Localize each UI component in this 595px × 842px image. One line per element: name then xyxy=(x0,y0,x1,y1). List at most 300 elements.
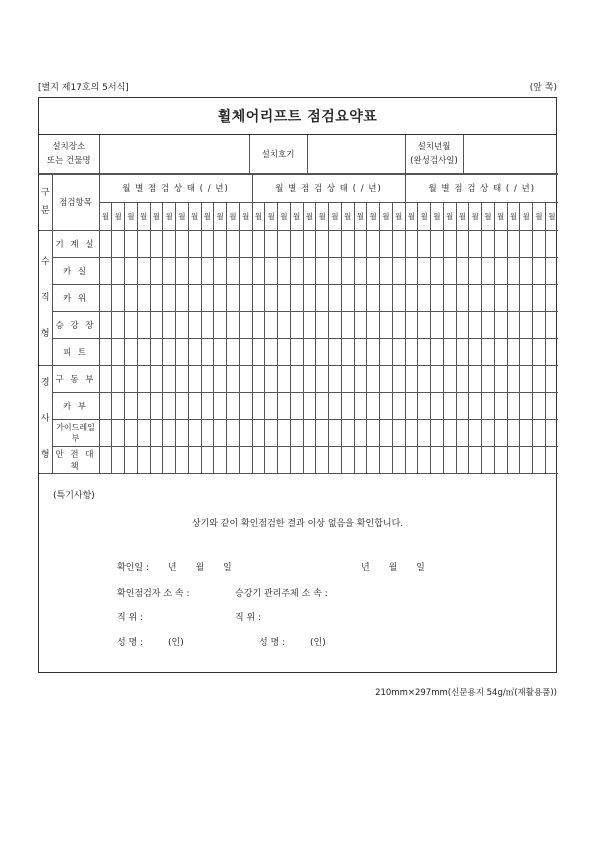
status-cell[interactable] xyxy=(137,257,150,284)
status-cell[interactable] xyxy=(163,284,176,311)
status-cell[interactable] xyxy=(380,338,393,365)
status-cell[interactable] xyxy=(265,392,278,419)
status-cell[interactable] xyxy=(278,257,291,284)
status-cell[interactable] xyxy=(290,446,303,473)
status-cell[interactable] xyxy=(456,446,469,473)
status-cell[interactable] xyxy=(507,392,520,419)
status-cell[interactable] xyxy=(494,392,507,419)
status-cell[interactable] xyxy=(316,446,329,473)
status-cell[interactable] xyxy=(188,365,201,392)
status-cell[interactable] xyxy=(99,284,112,311)
status-cell[interactable] xyxy=(278,284,291,311)
status-cell[interactable] xyxy=(316,284,329,311)
status-cell[interactable] xyxy=(265,257,278,284)
status-cell[interactable] xyxy=(418,446,431,473)
status-cell[interactable] xyxy=(278,365,291,392)
status-cell[interactable] xyxy=(354,257,367,284)
status-cell[interactable] xyxy=(239,257,252,284)
status-cell[interactable] xyxy=(112,338,125,365)
status-cell[interactable] xyxy=(418,311,431,338)
status-cell[interactable] xyxy=(380,311,393,338)
status-cell[interactable] xyxy=(533,392,546,419)
status-cell[interactable] xyxy=(354,230,367,257)
status-cell[interactable] xyxy=(392,392,405,419)
status-cell[interactable] xyxy=(303,230,316,257)
status-cell[interactable] xyxy=(469,284,482,311)
status-cell[interactable] xyxy=(329,419,342,446)
status-cell[interactable] xyxy=(456,419,469,446)
status-cell[interactable] xyxy=(188,257,201,284)
status-cell[interactable] xyxy=(533,446,546,473)
status-cell[interactable] xyxy=(112,419,125,446)
status-cell[interactable] xyxy=(290,365,303,392)
status-cell[interactable] xyxy=(214,338,227,365)
status-cell[interactable] xyxy=(150,338,163,365)
status-cell[interactable] xyxy=(456,230,469,257)
status-cell[interactable] xyxy=(545,446,558,473)
status-cell[interactable] xyxy=(303,392,316,419)
status-cell[interactable] xyxy=(150,365,163,392)
status-cell[interactable] xyxy=(176,230,189,257)
status-cell[interactable] xyxy=(239,230,252,257)
status-cell[interactable] xyxy=(99,257,112,284)
status-cell[interactable] xyxy=(239,365,252,392)
status-cell[interactable] xyxy=(252,311,265,338)
status-cell[interactable] xyxy=(201,230,214,257)
status-cell[interactable] xyxy=(163,365,176,392)
status-cell[interactable] xyxy=(290,311,303,338)
status-cell[interactable] xyxy=(545,257,558,284)
status-cell[interactable] xyxy=(137,311,150,338)
status-cell[interactable] xyxy=(367,338,380,365)
status-cell[interactable] xyxy=(316,257,329,284)
status-cell[interactable] xyxy=(137,284,150,311)
status-cell[interactable] xyxy=(278,311,291,338)
status-cell[interactable] xyxy=(112,230,125,257)
status-cell[interactable] xyxy=(150,446,163,473)
status-cell[interactable] xyxy=(137,392,150,419)
status-cell[interactable] xyxy=(252,365,265,392)
status-cell[interactable] xyxy=(354,338,367,365)
status-cell[interactable] xyxy=(303,257,316,284)
status-cell[interactable] xyxy=(227,365,240,392)
status-cell[interactable] xyxy=(494,257,507,284)
status-cell[interactable] xyxy=(137,365,150,392)
status-cell[interactable] xyxy=(278,230,291,257)
status-cell[interactable] xyxy=(112,257,125,284)
status-cell[interactable] xyxy=(239,311,252,338)
status-cell[interactable] xyxy=(278,338,291,365)
status-cell[interactable] xyxy=(469,338,482,365)
status-cell[interactable] xyxy=(418,230,431,257)
status-cell[interactable] xyxy=(214,392,227,419)
status-cell[interactable] xyxy=(214,311,227,338)
status-cell[interactable] xyxy=(533,257,546,284)
status-cell[interactable] xyxy=(367,257,380,284)
status-cell[interactable] xyxy=(290,257,303,284)
status-cell[interactable] xyxy=(392,446,405,473)
status-cell[interactable] xyxy=(507,419,520,446)
status-cell[interactable] xyxy=(456,365,469,392)
status-cell[interactable] xyxy=(303,419,316,446)
status-cell[interactable] xyxy=(329,446,342,473)
status-cell[interactable] xyxy=(303,365,316,392)
status-cell[interactable] xyxy=(125,257,138,284)
status-cell[interactable] xyxy=(201,419,214,446)
status-cell[interactable] xyxy=(290,419,303,446)
status-cell[interactable] xyxy=(201,446,214,473)
status-cell[interactable] xyxy=(405,446,418,473)
status-cell[interactable] xyxy=(520,365,533,392)
status-cell[interactable] xyxy=(201,257,214,284)
status-cell[interactable] xyxy=(188,419,201,446)
status-cell[interactable] xyxy=(392,338,405,365)
status-cell[interactable] xyxy=(482,365,495,392)
status-cell[interactable] xyxy=(392,365,405,392)
location-field[interactable] xyxy=(99,135,249,173)
status-cell[interactable] xyxy=(290,338,303,365)
status-cell[interactable] xyxy=(380,257,393,284)
status-cell[interactable] xyxy=(201,392,214,419)
status-cell[interactable] xyxy=(99,230,112,257)
status-cell[interactable] xyxy=(507,284,520,311)
status-cell[interactable] xyxy=(329,338,342,365)
status-cell[interactable] xyxy=(99,419,112,446)
status-cell[interactable] xyxy=(482,392,495,419)
status-cell[interactable] xyxy=(431,338,444,365)
status-cell[interactable] xyxy=(265,419,278,446)
status-cell[interactable] xyxy=(150,311,163,338)
status-cell[interactable] xyxy=(163,419,176,446)
status-cell[interactable] xyxy=(99,392,112,419)
status-cell[interactable] xyxy=(431,230,444,257)
status-cell[interactable] xyxy=(214,419,227,446)
status-cell[interactable] xyxy=(252,230,265,257)
status-cell[interactable] xyxy=(354,446,367,473)
status-cell[interactable] xyxy=(163,446,176,473)
status-cell[interactable] xyxy=(533,311,546,338)
status-cell[interactable] xyxy=(520,311,533,338)
status-cell[interactable] xyxy=(367,446,380,473)
status-cell[interactable] xyxy=(469,365,482,392)
status-cell[interactable] xyxy=(392,284,405,311)
status-cell[interactable] xyxy=(380,392,393,419)
status-cell[interactable] xyxy=(188,446,201,473)
status-cell[interactable] xyxy=(405,230,418,257)
status-cell[interactable] xyxy=(482,446,495,473)
status-cell[interactable] xyxy=(176,392,189,419)
status-cell[interactable] xyxy=(163,230,176,257)
status-cell[interactable] xyxy=(341,257,354,284)
status-cell[interactable] xyxy=(380,419,393,446)
status-cell[interactable] xyxy=(99,338,112,365)
status-cell[interactable] xyxy=(418,284,431,311)
status-cell[interactable] xyxy=(99,365,112,392)
status-cell[interactable] xyxy=(392,419,405,446)
status-cell[interactable] xyxy=(469,257,482,284)
status-cell[interactable] xyxy=(252,419,265,446)
status-cell[interactable] xyxy=(201,284,214,311)
status-cell[interactable] xyxy=(469,419,482,446)
status-cell[interactable] xyxy=(252,446,265,473)
status-cell[interactable] xyxy=(112,284,125,311)
status-cell[interactable] xyxy=(150,419,163,446)
status-cell[interactable] xyxy=(482,230,495,257)
status-cell[interactable] xyxy=(137,230,150,257)
status-cell[interactable] xyxy=(405,257,418,284)
status-cell[interactable] xyxy=(227,446,240,473)
status-cell[interactable] xyxy=(456,311,469,338)
status-cell[interactable] xyxy=(252,257,265,284)
status-cell[interactable] xyxy=(545,392,558,419)
status-cell[interactable] xyxy=(125,311,138,338)
status-cell[interactable] xyxy=(125,392,138,419)
status-cell[interactable] xyxy=(494,230,507,257)
status-cell[interactable] xyxy=(303,446,316,473)
status-cell[interactable] xyxy=(303,338,316,365)
status-cell[interactable] xyxy=(533,284,546,311)
status-cell[interactable] xyxy=(405,392,418,419)
status-cell[interactable] xyxy=(507,311,520,338)
status-cell[interactable] xyxy=(290,284,303,311)
status-cell[interactable] xyxy=(290,230,303,257)
status-cell[interactable] xyxy=(341,284,354,311)
status-cell[interactable] xyxy=(227,338,240,365)
status-cell[interactable] xyxy=(329,365,342,392)
status-cell[interactable] xyxy=(176,446,189,473)
status-cell[interactable] xyxy=(227,257,240,284)
status-cell[interactable] xyxy=(431,311,444,338)
status-cell[interactable] xyxy=(443,230,456,257)
status-cell[interactable] xyxy=(341,311,354,338)
status-cell[interactable] xyxy=(265,230,278,257)
status-cell[interactable] xyxy=(125,419,138,446)
status-cell[interactable] xyxy=(163,311,176,338)
install-no-field[interactable] xyxy=(307,135,405,173)
status-cell[interactable] xyxy=(443,284,456,311)
status-cell[interactable] xyxy=(137,446,150,473)
status-cell[interactable] xyxy=(341,446,354,473)
status-cell[interactable] xyxy=(443,446,456,473)
status-cell[interactable] xyxy=(265,338,278,365)
status-cell[interactable] xyxy=(418,392,431,419)
status-cell[interactable] xyxy=(354,419,367,446)
status-cell[interactable] xyxy=(125,284,138,311)
status-cell[interactable] xyxy=(150,284,163,311)
status-cell[interactable] xyxy=(125,365,138,392)
status-cell[interactable] xyxy=(341,338,354,365)
status-cell[interactable] xyxy=(188,311,201,338)
status-cell[interactable] xyxy=(227,419,240,446)
status-cell[interactable] xyxy=(494,338,507,365)
status-cell[interactable] xyxy=(367,311,380,338)
status-cell[interactable] xyxy=(443,419,456,446)
status-cell[interactable] xyxy=(214,230,227,257)
status-cell[interactable] xyxy=(545,284,558,311)
status-cell[interactable] xyxy=(418,338,431,365)
status-cell[interactable] xyxy=(214,284,227,311)
status-cell[interactable] xyxy=(520,338,533,365)
status-cell[interactable] xyxy=(341,392,354,419)
status-cell[interactable] xyxy=(265,284,278,311)
status-cell[interactable] xyxy=(443,257,456,284)
status-cell[interactable] xyxy=(316,338,329,365)
status-cell[interactable] xyxy=(431,446,444,473)
status-cell[interactable] xyxy=(188,230,201,257)
status-cell[interactable] xyxy=(316,365,329,392)
status-cell[interactable] xyxy=(456,392,469,419)
status-cell[interactable] xyxy=(354,311,367,338)
status-cell[interactable] xyxy=(456,257,469,284)
status-cell[interactable] xyxy=(405,419,418,446)
status-cell[interactable] xyxy=(367,392,380,419)
status-cell[interactable] xyxy=(533,230,546,257)
status-cell[interactable] xyxy=(418,365,431,392)
status-cell[interactable] xyxy=(265,446,278,473)
status-cell[interactable] xyxy=(533,338,546,365)
status-cell[interactable] xyxy=(354,392,367,419)
status-cell[interactable] xyxy=(469,311,482,338)
status-cell[interactable] xyxy=(188,338,201,365)
status-cell[interactable] xyxy=(545,365,558,392)
status-cell[interactable] xyxy=(507,365,520,392)
status-cell[interactable] xyxy=(494,365,507,392)
status-cell[interactable] xyxy=(507,338,520,365)
status-cell[interactable] xyxy=(469,230,482,257)
status-cell[interactable] xyxy=(405,284,418,311)
status-cell[interactable] xyxy=(188,392,201,419)
status-cell[interactable] xyxy=(545,338,558,365)
status-cell[interactable] xyxy=(431,365,444,392)
status-cell[interactable] xyxy=(176,311,189,338)
status-cell[interactable] xyxy=(367,230,380,257)
status-cell[interactable] xyxy=(125,338,138,365)
status-cell[interactable] xyxy=(545,419,558,446)
status-cell[interactable] xyxy=(354,365,367,392)
status-cell[interactable] xyxy=(405,338,418,365)
status-cell[interactable] xyxy=(545,311,558,338)
status-cell[interactable] xyxy=(150,257,163,284)
status-cell[interactable] xyxy=(507,257,520,284)
status-cell[interactable] xyxy=(520,230,533,257)
status-cell[interactable] xyxy=(265,311,278,338)
status-cell[interactable] xyxy=(418,257,431,284)
status-cell[interactable] xyxy=(239,338,252,365)
status-cell[interactable] xyxy=(99,311,112,338)
status-cell[interactable] xyxy=(520,446,533,473)
status-cell[interactable] xyxy=(367,365,380,392)
status-cell[interactable] xyxy=(507,230,520,257)
status-cell[interactable] xyxy=(176,284,189,311)
status-cell[interactable] xyxy=(316,419,329,446)
status-cell[interactable] xyxy=(380,230,393,257)
status-cell[interactable] xyxy=(239,392,252,419)
status-cell[interactable] xyxy=(252,392,265,419)
status-cell[interactable] xyxy=(380,446,393,473)
status-cell[interactable] xyxy=(137,419,150,446)
status-cell[interactable] xyxy=(443,365,456,392)
status-cell[interactable] xyxy=(482,419,495,446)
status-cell[interactable] xyxy=(227,392,240,419)
status-cell[interactable] xyxy=(227,230,240,257)
status-cell[interactable] xyxy=(176,365,189,392)
status-cell[interactable] xyxy=(341,230,354,257)
status-cell[interactable] xyxy=(418,419,431,446)
status-cell[interactable] xyxy=(456,284,469,311)
status-cell[interactable] xyxy=(125,446,138,473)
status-cell[interactable] xyxy=(469,446,482,473)
status-cell[interactable] xyxy=(341,419,354,446)
status-cell[interactable] xyxy=(405,311,418,338)
status-cell[interactable] xyxy=(507,446,520,473)
status-cell[interactable] xyxy=(112,446,125,473)
status-cell[interactable] xyxy=(227,284,240,311)
install-date-field[interactable] xyxy=(463,135,558,173)
status-cell[interactable] xyxy=(431,257,444,284)
status-cell[interactable] xyxy=(392,311,405,338)
status-cell[interactable] xyxy=(150,392,163,419)
status-cell[interactable] xyxy=(176,419,189,446)
status-cell[interactable] xyxy=(112,311,125,338)
status-cell[interactable] xyxy=(443,311,456,338)
status-cell[interactable] xyxy=(252,338,265,365)
status-cell[interactable] xyxy=(494,284,507,311)
status-cell[interactable] xyxy=(227,311,240,338)
status-cell[interactable] xyxy=(112,365,125,392)
status-cell[interactable] xyxy=(380,284,393,311)
status-cell[interactable] xyxy=(329,284,342,311)
status-cell[interactable] xyxy=(482,338,495,365)
status-cell[interactable] xyxy=(329,311,342,338)
status-cell[interactable] xyxy=(201,311,214,338)
status-cell[interactable] xyxy=(431,284,444,311)
status-cell[interactable] xyxy=(112,392,125,419)
status-cell[interactable] xyxy=(482,257,495,284)
status-cell[interactable] xyxy=(329,257,342,284)
status-cell[interactable] xyxy=(239,284,252,311)
status-cell[interactable] xyxy=(163,338,176,365)
status-cell[interactable] xyxy=(99,446,112,473)
status-cell[interactable] xyxy=(278,419,291,446)
status-cell[interactable] xyxy=(380,365,393,392)
status-cell[interactable] xyxy=(150,230,163,257)
status-cell[interactable] xyxy=(316,311,329,338)
status-cell[interactable] xyxy=(520,392,533,419)
status-cell[interactable] xyxy=(188,284,201,311)
status-cell[interactable] xyxy=(431,419,444,446)
status-cell[interactable] xyxy=(214,257,227,284)
status-cell[interactable] xyxy=(431,392,444,419)
status-cell[interactable] xyxy=(278,392,291,419)
status-cell[interactable] xyxy=(443,392,456,419)
status-cell[interactable] xyxy=(482,284,495,311)
status-cell[interactable] xyxy=(482,311,495,338)
status-cell[interactable] xyxy=(201,338,214,365)
status-cell[interactable] xyxy=(265,365,278,392)
status-cell[interactable] xyxy=(545,230,558,257)
status-cell[interactable] xyxy=(520,419,533,446)
status-cell[interactable] xyxy=(316,230,329,257)
status-cell[interactable] xyxy=(137,338,150,365)
status-cell[interactable] xyxy=(520,257,533,284)
status-cell[interactable] xyxy=(533,419,546,446)
status-cell[interactable] xyxy=(494,446,507,473)
status-cell[interactable] xyxy=(405,365,418,392)
status-cell[interactable] xyxy=(341,365,354,392)
status-cell[interactable] xyxy=(125,230,138,257)
status-cell[interactable] xyxy=(329,392,342,419)
status-cell[interactable] xyxy=(329,230,342,257)
